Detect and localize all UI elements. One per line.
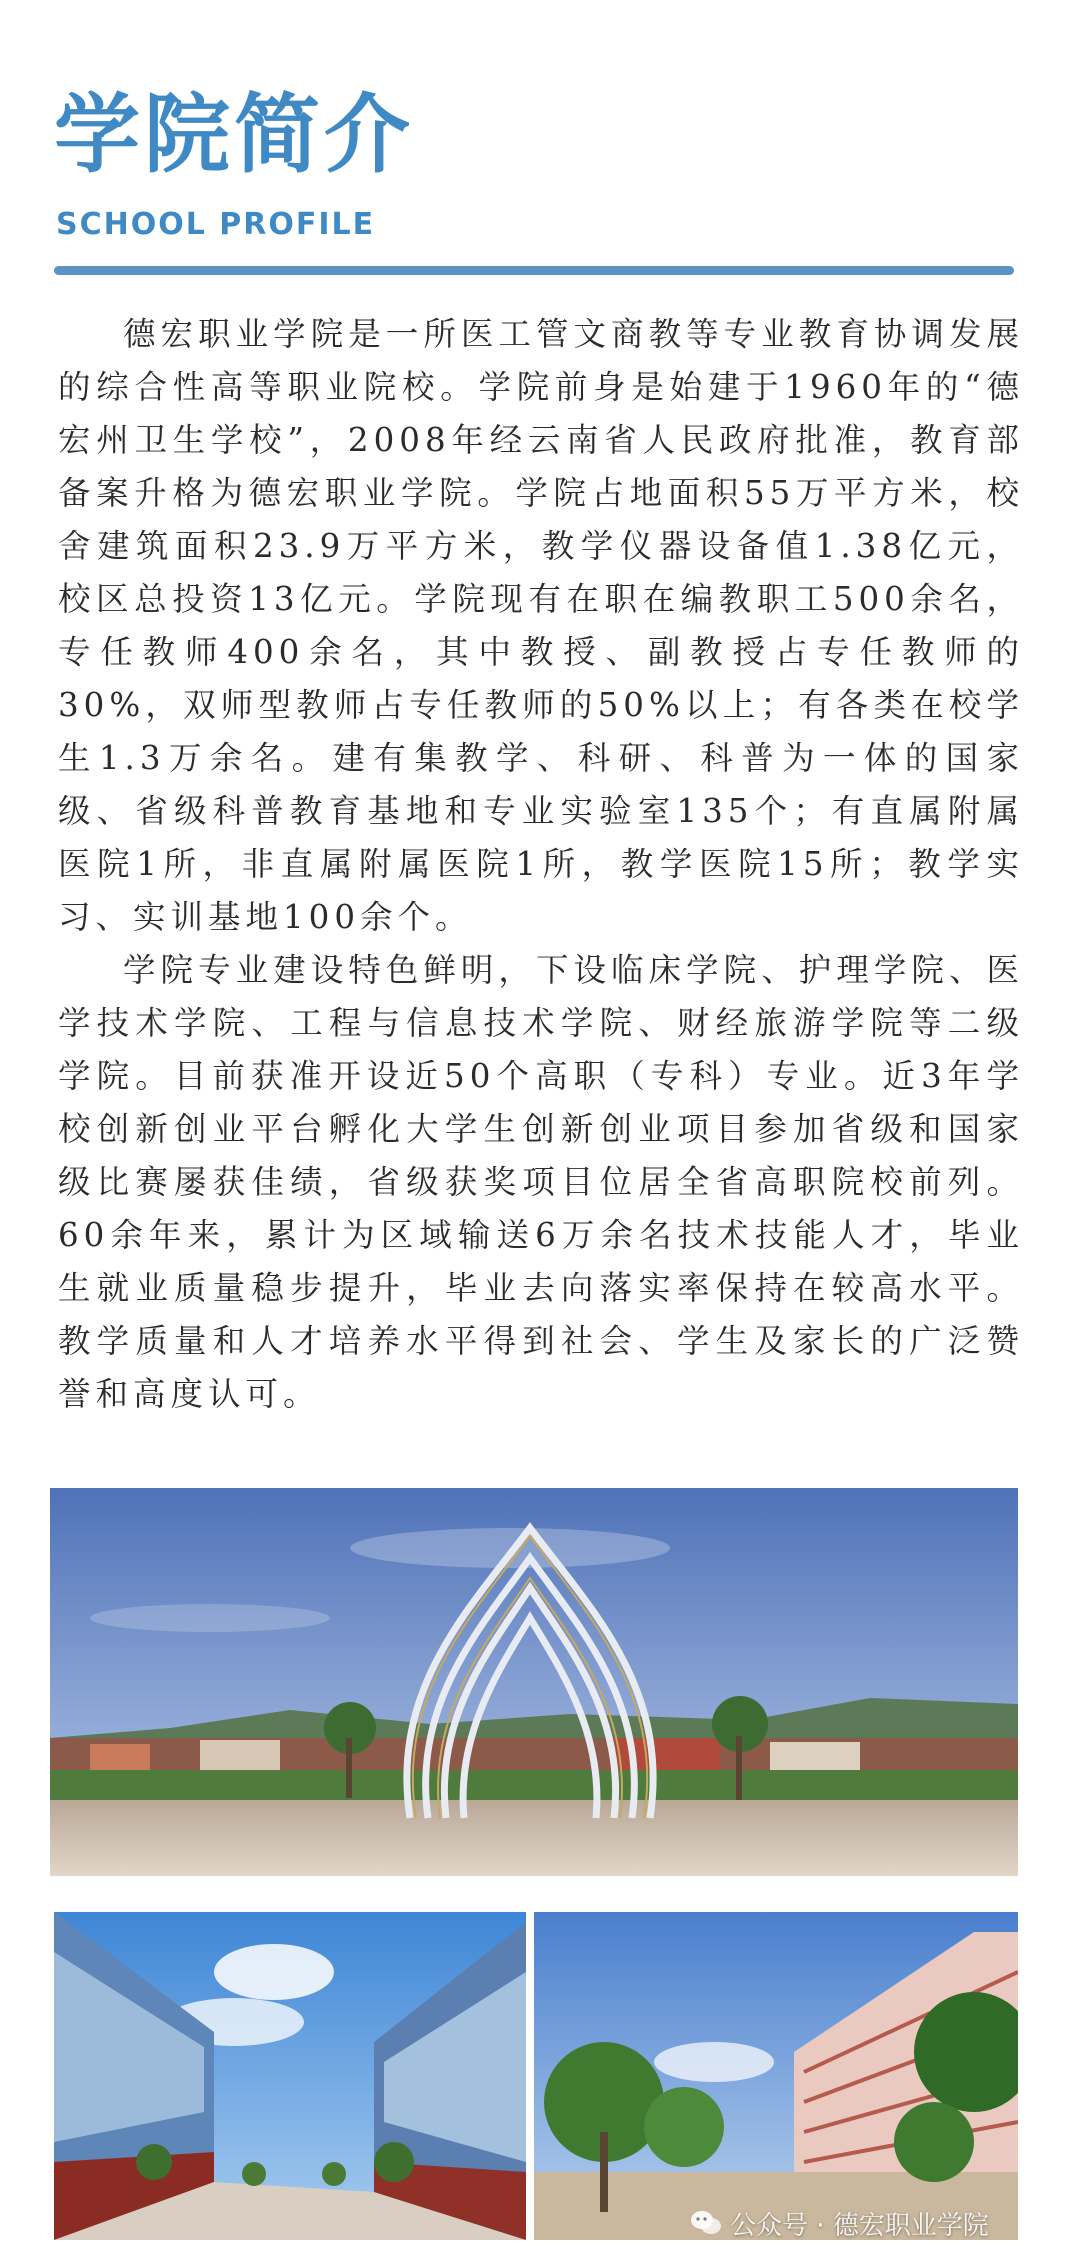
- page-subtitle: SCHOOL PROFILE: [56, 207, 376, 242]
- title-divider: [54, 266, 1014, 275]
- campus-gate-photo: [50, 1488, 1018, 1876]
- watermark-text: 公众号 · 德宏职业学院: [730, 2210, 989, 2241]
- paragraph-programs: 学院专业建设特色鲜明，下设临床学院、护理学院、医学技术学院、工程与信息技术学院、财经旅游学院等二级学院。目前获准开设近50个高职（专科）专业。近3年学校创新创业平台孵化大学生创新创业项目参加省级和国家级比赛屡获佳绩，省级获奖项目位居全省高职院校前列。60余年来，累计为区域输送6万余名技术技能人才，毕业生就业质量稳步提升，毕业去向落实率保持在较高水平。教学质量和人才培养水平得到社会、学生及家长的广泛赞誉和高度认可。: [58, 951, 1024, 1413]
- wechat-watermark: [690, 2206, 989, 2240]
- paragraph-intro: 德宏职业学院是一所医工管文商教等专业教育协调发展的综合性高等职业院校。学院前身是始建于1960年的“德宏州卫生学校”，2008年经云南省人民政府批准，教育部备案升格为德宏职业学院。学院占地面积55万平方米，校舍建筑面积23.9万平方米，教学仪器设备值1.38亿元，校区总投资13亿元。学院现有在职在编教职工500余名，专任教师400余名，其中教授、副教授占专任教师的30%，双师型教师占专任教师的50%以上；有各类在校学生1.3万余名。建有集教学、科研、科普为一体的国家级、省级科普教育基地和专业实验室135个；有直属附属医院1所，非直属附属医院1所，教学医院15所；教学实习、实训基地100余个。: [58, 315, 1024, 936]
- campus-dormitory-photo: [534, 1912, 1018, 2240]
- article-body: [58, 308, 1024, 1421]
- page-title: 学院简介: [54, 85, 414, 185]
- campus-buildings-photo: [54, 1912, 526, 2240]
- wechat-icon: [690, 2209, 722, 2237]
